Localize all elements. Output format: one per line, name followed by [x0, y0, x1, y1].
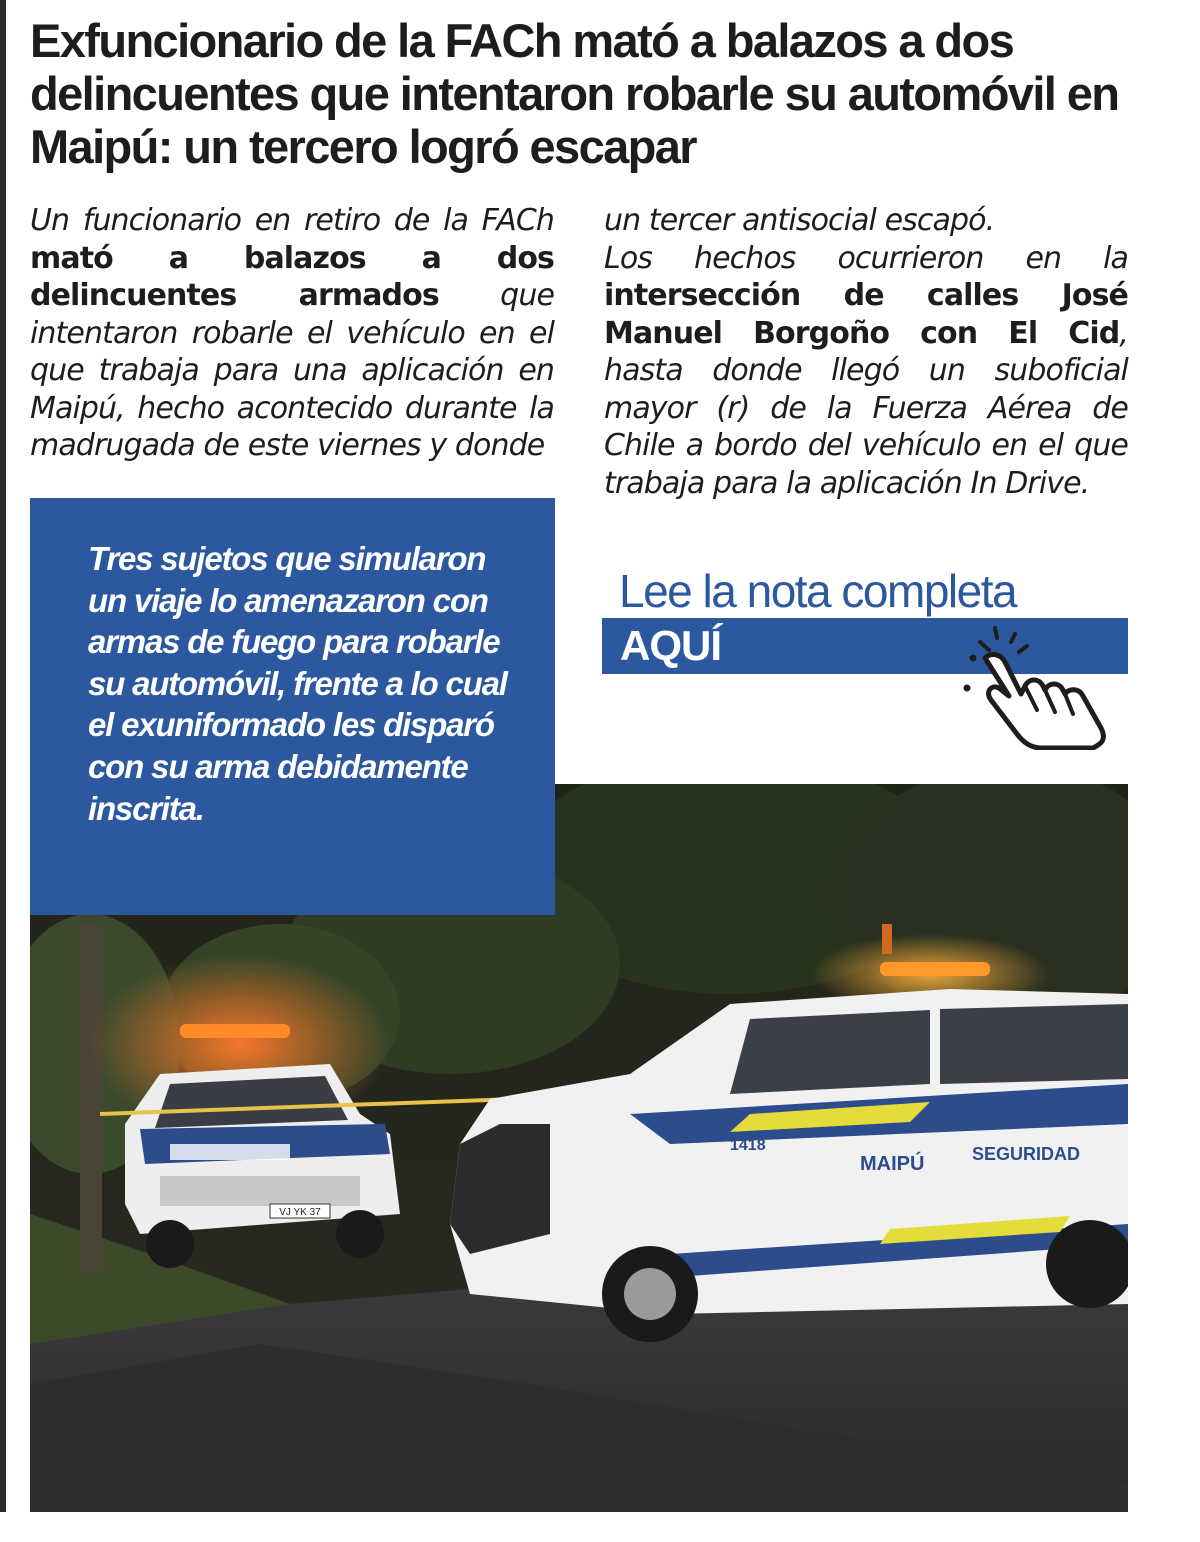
- body-run: que intentaron robarle el vehículo en el que trabaja para una aplicación en Maipú, hecho acontecido durante la madrugada de este viernes y donde: [30, 278, 554, 463]
- pointing-hand-icon[interactable]: [945, 620, 1120, 750]
- body-run-bold: intersección de calles José Manuel Borgoño con El Cid: [604, 278, 1128, 351]
- body-run-bold: mató a balazos a dos delincuentes armados: [30, 240, 554, 313]
- body-column-left: [30, 202, 554, 465]
- read-more-button-label: AQUÍ: [620, 622, 721, 669]
- left-rule: [0, 0, 6, 1512]
- body-paragraph-1: [30, 202, 554, 465]
- pull-quote: Tres sujetos que simularon un viaje lo amenazaron con armas de fuego para robarle su automóvil, frente a lo cual el exuniformado les disparó con su arma debidamente inscrita.: [88, 540, 507, 827]
- truck-label-text: SEGURIDAD: [972, 1144, 1081, 1164]
- plate-text: VJ YK 37: [279, 1207, 321, 1218]
- truck-brand-text: MAIPÚ: [860, 1153, 925, 1175]
- pull-quote-box: [30, 498, 555, 915]
- read-more-label: Lee la nota completa: [619, 565, 1017, 617]
- body-run: Un funcionario en retiro de la FACh: [30, 203, 554, 238]
- headline: Exfuncionario de la FACh mató a balazos a dos delincuentes que intentaron robarle su automóvil en Maipú: un tercero logró escapar: [30, 14, 1119, 173]
- body-paragraph-1-end: un tercer antisocial escapó.: [604, 203, 995, 238]
- truck-number-text: 1418: [730, 1137, 766, 1154]
- body-run: Los hechos ocurrieron en la: [604, 240, 1128, 276]
- body-run: , hasta donde llegó un suboficial mayor (r) de la Fuerza Aérea de Chile a bordo del vehículo en el que trabaja para la aplicación In Drive.: [604, 315, 1128, 501]
- body-paragraph-2: [604, 240, 1128, 503]
- body-column-right: [604, 202, 1128, 502]
